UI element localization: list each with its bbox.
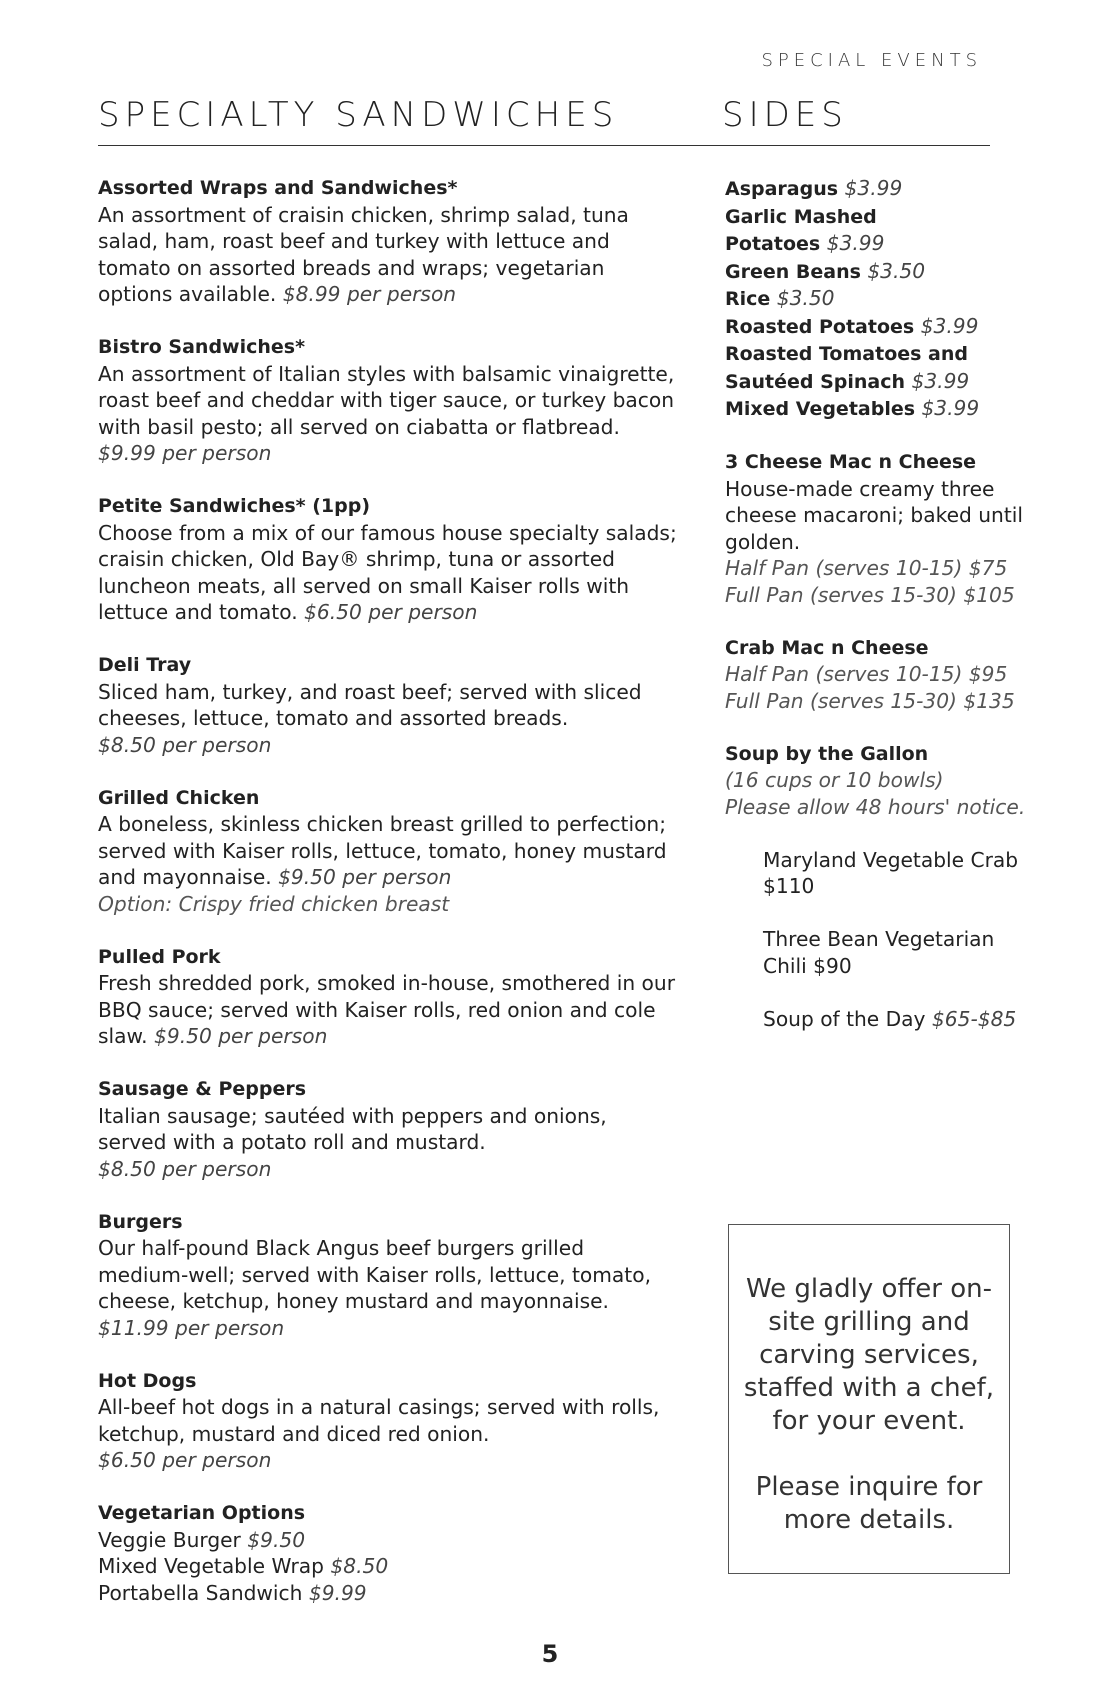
menu-item-grilled-chicken (98, 785, 678, 918)
item-price: $8.50 per person (98, 1156, 272, 1181)
heading-divider (98, 145, 990, 146)
item-price: $9.50 per person (278, 865, 452, 889)
menu-item-deli-tray (98, 652, 678, 758)
side-item: Mixed Vegetables $3.99 (725, 396, 980, 420)
side-item: Roasted Potatoes $3.99 (725, 313, 979, 338)
vegetarian-option: Mixed Vegetable Wrap $8.50 (98, 1554, 389, 1578)
item-description: A boneless, skinless chicken breast grilled to perfection; served with Kaiser rolls, lettuce, tomato, honey mustard and mayonnaise. $9.50 per person (98, 812, 667, 889)
item-description: Italian sausage; sautéed with peppers and onions, served with a potato roll and mustard. $8.50 per person (98, 1103, 607, 1181)
item-description: House-made creamy three cheese macaroni; baked until golden. (725, 476, 1023, 554)
soup-portion-note: (16 cups or 10 bowls) (725, 768, 944, 792)
item-name: Petite Sandwiches* (1pp) (98, 495, 371, 517)
item-price: $8.50 per person (98, 732, 272, 757)
menu-item-vegetarian (98, 1500, 678, 1606)
item-name: Grilled Chicken (98, 786, 260, 809)
callout-inquire: Please inquire for more details. (755, 1472, 983, 1535)
item-price: $8.99 per person (282, 282, 457, 306)
item-description: Choose from a mix of our famous house specialty salads; craisin chicken, Old Bay® shrimp, tuna or assorted luncheon meats, all served on small Kaiser rolls with lettuce and tomato. $6.50 per person (98, 520, 677, 624)
item-description: An assortment of craisin chicken, shrimp salad, tuna salad, ham, roast beef and turkey with lettuce and tomato on assorted breads and wraps; vegetarian options available. $8.99 per person (98, 202, 629, 306)
menu-item-wraps (98, 175, 678, 308)
side-item: Garlic Mashed Potatoes $3.99 (725, 205, 885, 255)
menu-item-pulled-pork (98, 944, 678, 1050)
simple-sides-list (725, 175, 1045, 423)
menu-item-hot-dogs (98, 1368, 678, 1474)
item-name: Assorted Wraps and Sandwiches* (98, 177, 458, 199)
side-item: Green Beans $3.50 (725, 258, 926, 283)
sandwiches-heading: SPECIALTY SANDWICHES (98, 95, 619, 135)
section-label: SPECIAL EVENTS (761, 50, 982, 71)
side-item: Rice $3.50 (725, 286, 835, 310)
mac-cheese-item (725, 449, 1045, 608)
item-description: Sliced ham, turkey, and roast beef; served with sliced cheeses, lettuce, tomato and assorted breads. $8.50 per person (98, 679, 642, 757)
soup-item: Maryland Vegetable Crab $110 (763, 847, 1019, 898)
side-item: Asparagus $3.99 (725, 176, 903, 200)
soup-notice: Please allow 48 hours' notice. (725, 794, 1026, 819)
item-price: $9.99 per person (98, 441, 272, 465)
sides-heading: SIDES (722, 95, 848, 135)
callout-offer: We gladly offer on-site grilling and carving services, staffed with a chef, for your event. (743, 1274, 995, 1436)
menu-item-sausage (98, 1076, 678, 1182)
item-price: $6.50 per person (98, 1448, 272, 1472)
item-name: Vegetarian Options (98, 1502, 306, 1524)
half-pan-price: Half Pan (serves 10-15) $95 (725, 662, 1008, 686)
grilling-callout (728, 1224, 1010, 1574)
item-option: Option: Crispy fried chicken breast (98, 891, 450, 916)
full-pan-price: Full Pan (serves 15-30) $135 (725, 688, 1015, 713)
item-name: Burgers (98, 1210, 183, 1233)
item-name: Crab Mac n Cheese (725, 636, 929, 659)
soup-item: Soup of the Day $65-$85 (763, 1006, 1017, 1031)
item-description: Fresh shredded pork, smoked in-house, smothered in our BBQ sauce; served with Kaiser rolls, red onion and cole slaw. $9.50 per person (98, 971, 675, 1048)
sides-column (725, 175, 1045, 1059)
item-name: Pulled Pork (98, 945, 221, 968)
item-description: Our half-pound Black Angus beef burgers grilled medium-well; served with Kaiser rolls, lettuce, tomato, cheese, ketchup, honey mustard and mayonnaise. $11.99 per person (98, 1236, 651, 1340)
soup-section (725, 741, 1045, 821)
vegetarian-option: Veggie Burger $9.50 (98, 1527, 306, 1552)
item-name: 3 Cheese Mac n Cheese (725, 451, 977, 473)
page-number: 5 (541, 1640, 559, 1668)
item-price: $9.50 per person (154, 1024, 328, 1048)
item-name: Sausage & Peppers (98, 1078, 307, 1100)
item-name: Deli Tray (98, 654, 192, 676)
crab-mac-item (725, 635, 1045, 715)
half-pan-price: Half Pan (serves 10-15) $75 (725, 556, 1008, 580)
menu-item-burgers (98, 1209, 678, 1342)
item-name: Bistro Sandwiches* (98, 336, 306, 358)
side-item: Roasted Tomatoes and Sautéed Spinach $3.99 (725, 343, 970, 393)
item-name: Hot Dogs (98, 1369, 197, 1392)
item-price: $11.99 per person (98, 1315, 285, 1340)
item-description: All-beef hot dogs in a natural casings; served with rolls, ketchup, mustard and diced red onion. $6.50 per person (98, 1395, 660, 1472)
menu-item-petite (98, 493, 678, 626)
vegetarian-option: Portabella Sandwich $9.99 (98, 1580, 367, 1605)
menu-item-bistro (98, 334, 678, 467)
full-pan-price: Full Pan (serves 15-30) $105 (725, 582, 1015, 607)
item-price: $6.50 per person (304, 600, 478, 624)
soup-item: Three Bean Vegetarian Chili $90 (763, 927, 995, 978)
sandwiches-column (98, 175, 678, 1633)
item-description: An assortment of Italian styles with balsamic vinaigrette, roast beef and cheddar with tiger sauce, or turkey bacon with basil pesto; all served on ciabatta or flatbread. $9.99 per person (98, 361, 675, 465)
item-name: Soup by the Gallon (725, 742, 929, 765)
